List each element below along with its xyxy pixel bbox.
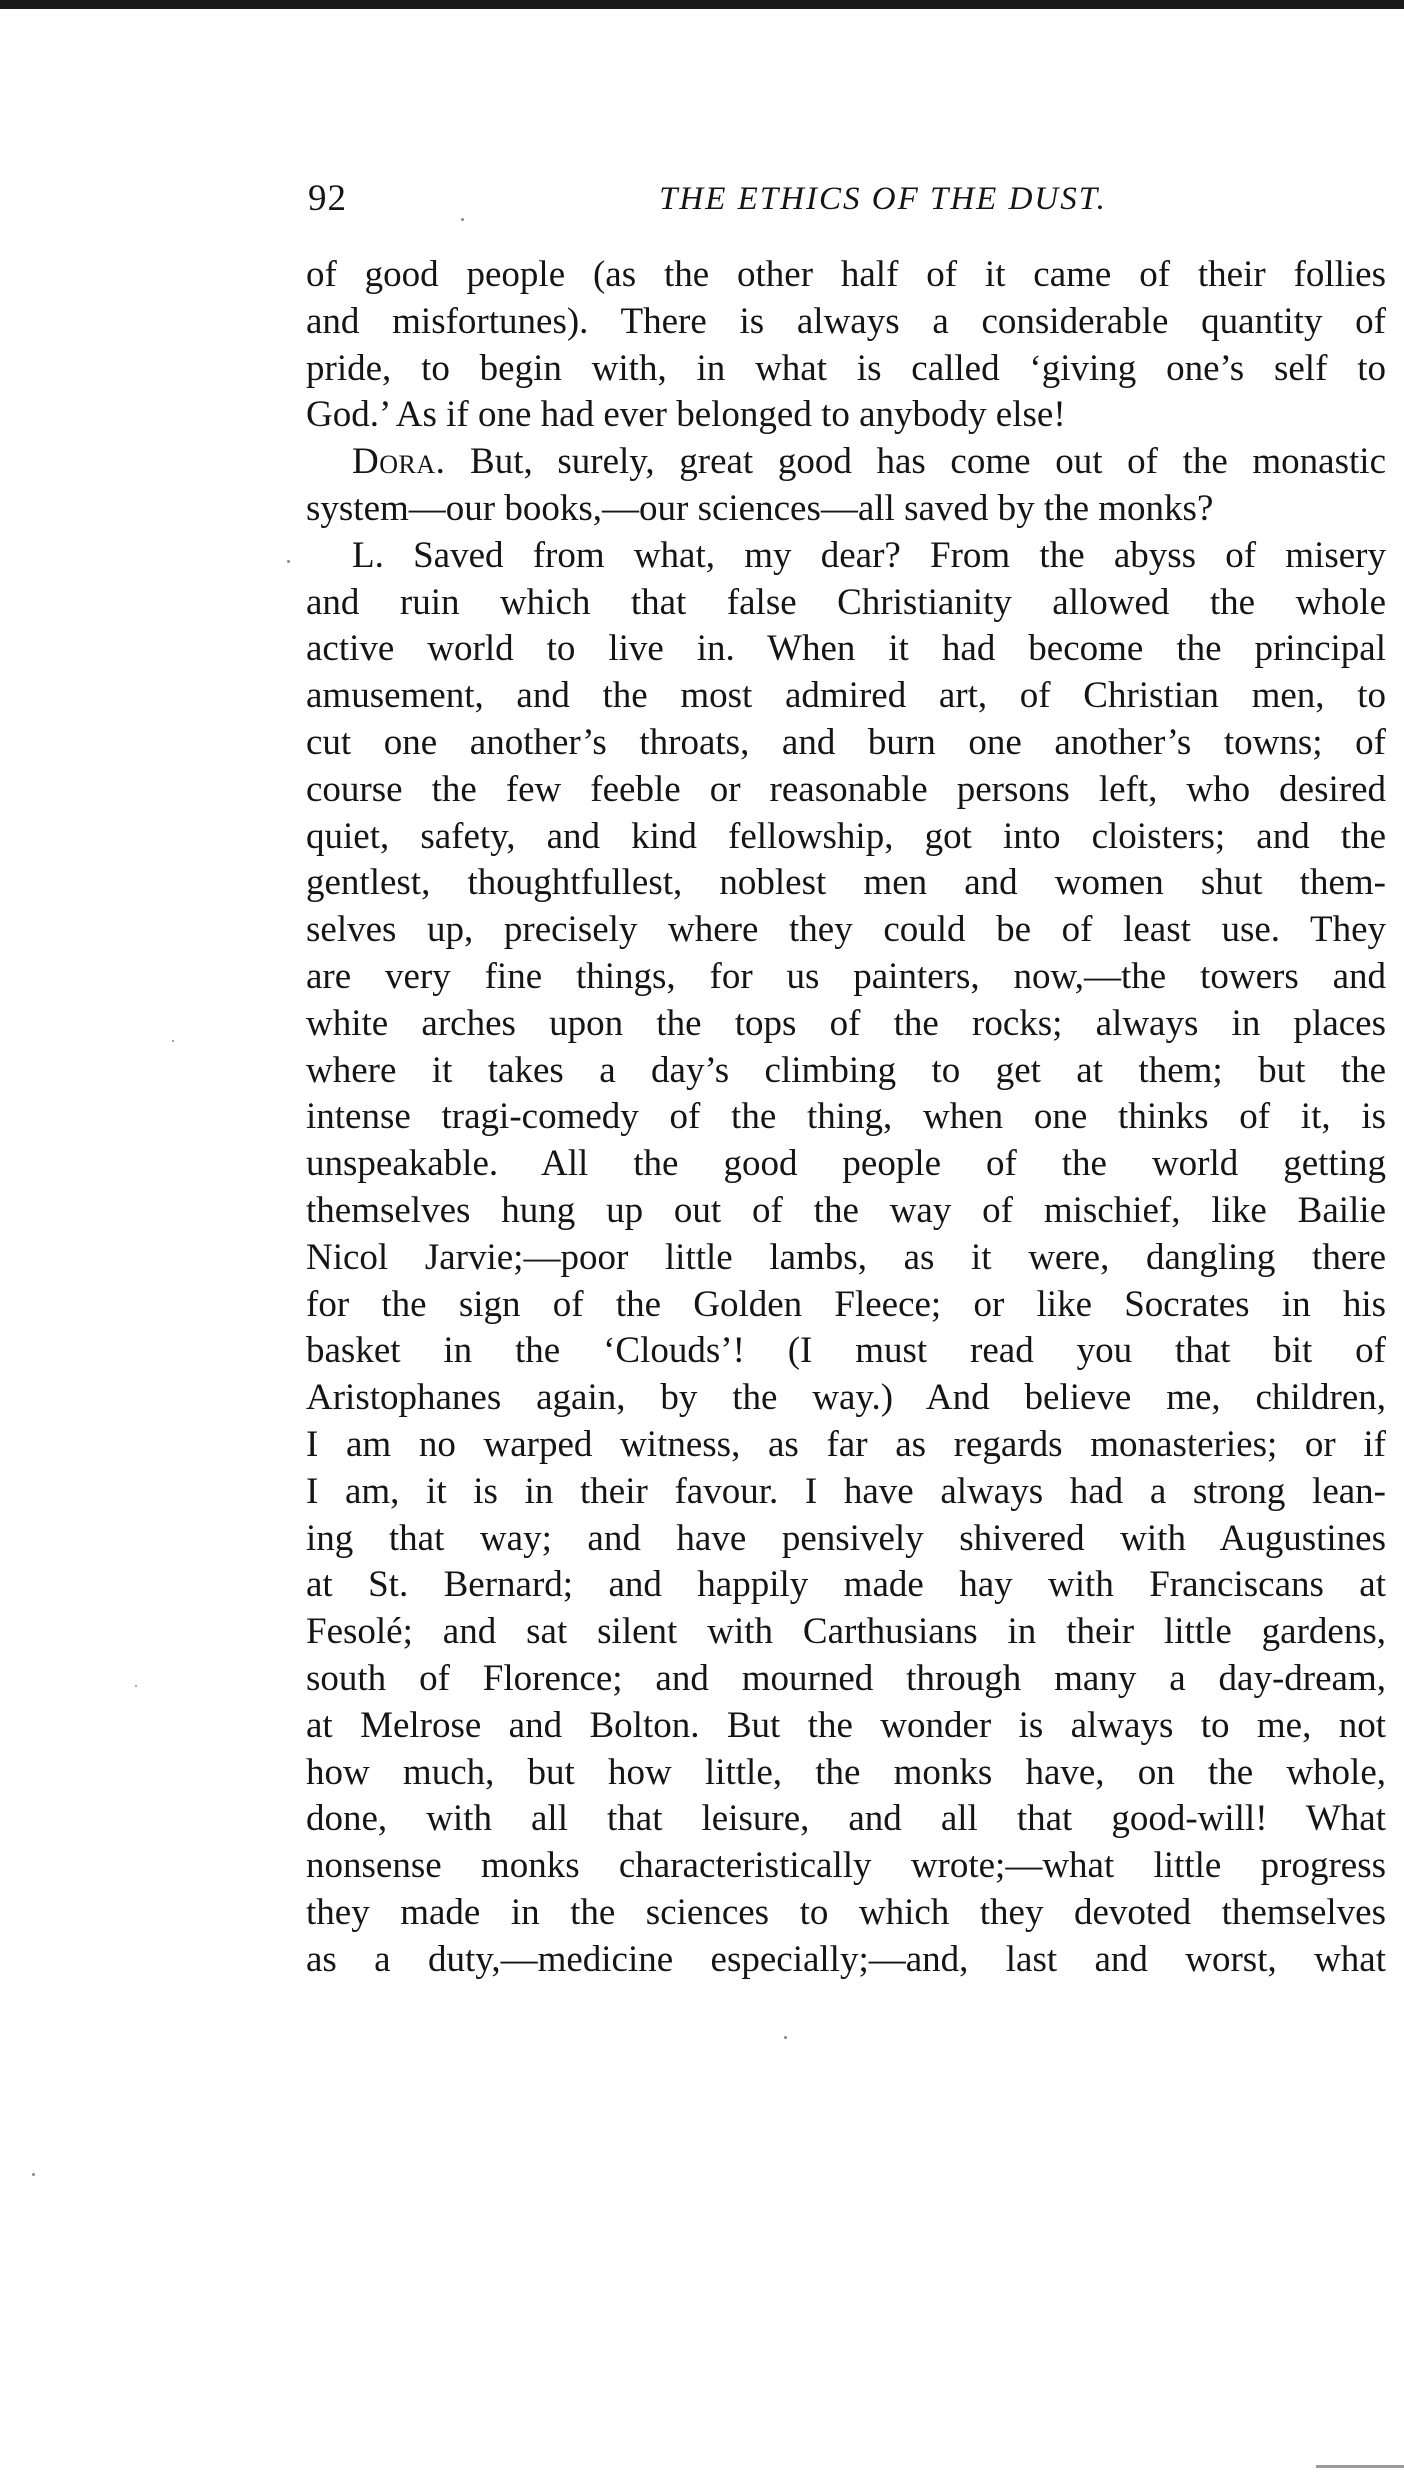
text-line: they made in the sciences to which they devoted themselves xyxy=(306,1891,1386,1933)
speaker-name: Dora. xyxy=(352,441,446,483)
paragraph xyxy=(306,439,1386,533)
scan-speck xyxy=(172,1040,174,1042)
text-line: I am, it is in their favour. I have always had a strong lean- xyxy=(306,1470,1386,1512)
paragraph xyxy=(306,533,1386,1984)
text-line xyxy=(306,533,1386,580)
page-number: 92 xyxy=(308,178,347,219)
text-line: and misfortunes). There is always a considerable quantity of xyxy=(306,300,1386,342)
text-line: as a duty,—medicine especially;—and, last and worst, what xyxy=(306,1938,1386,1980)
page-header xyxy=(308,174,1388,224)
text-line: and ruin which that false Christianity allowed the whole xyxy=(306,581,1386,623)
bottom-edge-mark xyxy=(1316,2465,1404,2468)
text-line-rest: But, surely, great good has come out of the monastic xyxy=(445,441,1386,483)
text-line: south of Florence; and mourned through many a day-dream, xyxy=(306,1657,1386,1699)
text-line: where it takes a day’s climbing to get at them; but the xyxy=(306,1049,1386,1091)
paragraph xyxy=(306,252,1386,439)
text-line: at St. Bernard; and happily made hay with Franciscans at xyxy=(306,1564,1386,1606)
text-line: are very fine things, for us painters, now,—the towers and xyxy=(306,955,1386,997)
text-line: intense tragi-comedy of the thing, when one thinks of it, is xyxy=(306,1096,1386,1138)
text-line: God.’ As if one had ever belonged to anybody else! xyxy=(306,394,1066,436)
text-line: themselves hung up out of the way of mischief, like Bailie xyxy=(306,1189,1386,1231)
speaker-name: L. xyxy=(352,534,384,576)
text-line: ing that way; and have pensively shivered with Augustines xyxy=(306,1517,1386,1559)
text-line: quiet, safety, and kind fellowship, got into cloisters; and the xyxy=(306,815,1386,857)
scan-speck xyxy=(135,1685,137,1687)
scan-speck xyxy=(32,2173,35,2176)
top-border-rule xyxy=(0,0,1404,9)
text-line: at Melrose and Bolton. But the wonder is always to me, not xyxy=(306,1704,1386,1746)
text-line xyxy=(306,439,1386,486)
text-line: unspeakable. All the good people of the world getting xyxy=(306,1143,1386,1185)
text-line: Nicol Jarvie;—poor little lambs, as it were, dangling there xyxy=(306,1236,1386,1278)
text-line: Aristophanes again, by the way.) And believe me, children, xyxy=(306,1377,1386,1419)
text-line: Fesolé; and sat silent with Carthusians in their little gardens, xyxy=(306,1611,1386,1653)
scan-speck xyxy=(461,218,464,221)
running-head: THE ETHICS OF THE DUST. xyxy=(659,181,1107,217)
text-line: how much, but how little, the monks have, on the whole, xyxy=(306,1751,1386,1793)
text-line: basket in the ‘Clouds’! (I must read you that bit of xyxy=(306,1330,1386,1372)
text-line: for the sign of the Golden Fleece; or like Socrates in his xyxy=(306,1283,1386,1325)
text-line: done, with all that leisure, and all that good-will! What xyxy=(306,1798,1386,1840)
text-line: selves up, precisely where they could be of least use. They xyxy=(306,909,1386,951)
text-line: pride, to begin with, in what is called ‘giving one’s self to xyxy=(306,347,1386,389)
scan-speck xyxy=(784,2036,787,2039)
text-line: system—our books,—our sciences—all saved by the monks? xyxy=(306,487,1214,529)
text-line: amusement, and the most admired art, of Christian men, to xyxy=(306,675,1386,717)
text-line: of good people (as the other half of it came of their follies xyxy=(306,254,1386,295)
scan-speck xyxy=(287,560,290,563)
text-line: course the few feeble or reasonable persons left, who desired xyxy=(306,768,1386,810)
text-line: gentlest, thoughtfullest, noblest men and women shut them- xyxy=(306,862,1386,904)
body-text xyxy=(306,252,1386,1983)
text-line: white arches upon the tops of the rocks; always in places xyxy=(306,1002,1386,1044)
text-line: cut one another’s throats, and burn one another’s towns; of xyxy=(306,721,1386,763)
text-line-rest: Saved from what, my dear? From the abyss of misery xyxy=(383,534,1386,576)
text-line: nonsense monks characteristically wrote;—what little progress xyxy=(306,1845,1386,1887)
text-line: I am no warped witness, as far as regards monasteries; or if xyxy=(306,1423,1386,1465)
text-line: active world to live in. When it had become the principal xyxy=(306,628,1386,670)
